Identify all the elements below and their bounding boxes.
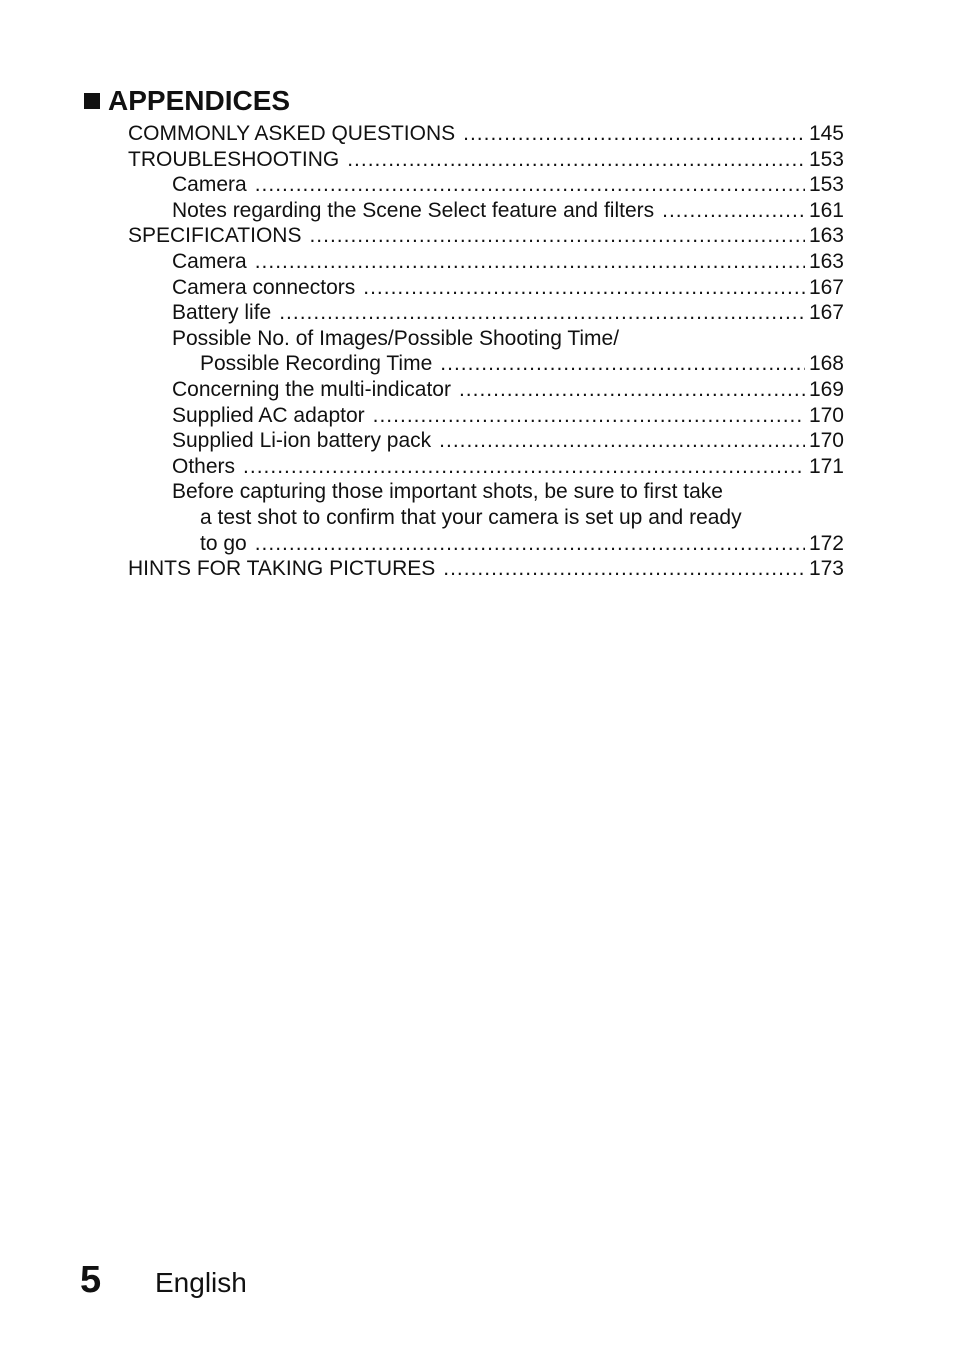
toc-entry-title: Possible Recording Time bbox=[200, 352, 433, 376]
page-number: 5 bbox=[80, 1259, 102, 1301]
toc-entry bbox=[128, 505, 844, 531]
toc-entry-title: Concerning the multi-indicator bbox=[172, 377, 451, 401]
toc-entry bbox=[128, 198, 844, 224]
toc-entry-title: SPECIFICATIONS bbox=[128, 224, 302, 248]
toc-entry-title: Notes regarding the Scene Select feature and filters bbox=[172, 198, 655, 222]
toc-page-number: 170 bbox=[808, 403, 844, 427]
toc-entry-title: COMMONLY ASKED QUESTIONS bbox=[128, 122, 456, 145]
toc-entry-title: Before capturing those important shots, be sure to first take bbox=[172, 480, 723, 504]
toc-entry bbox=[128, 172, 844, 198]
toc-entry-title: a test shot to confirm that your camera is set up and ready bbox=[200, 505, 742, 529]
toc-page-number: 170 bbox=[808, 429, 844, 453]
toc-dot-leader bbox=[373, 403, 805, 429]
toc-page-number: 168 bbox=[808, 352, 844, 376]
toc-page-number: 163 bbox=[808, 249, 844, 273]
toc-entry bbox=[128, 223, 844, 249]
toc-entry-title: Camera bbox=[172, 249, 247, 273]
toc-dot-leader bbox=[459, 377, 805, 403]
toc-dot-leader bbox=[279, 300, 805, 326]
toc-dot-leader bbox=[363, 275, 805, 301]
toc-entry bbox=[128, 351, 844, 377]
toc-entry bbox=[128, 531, 844, 557]
toc-entry bbox=[128, 147, 844, 173]
toc-entry bbox=[128, 454, 844, 480]
toc-entry-title: Camera bbox=[172, 173, 247, 197]
toc-entry bbox=[128, 479, 844, 505]
toc-dot-leader bbox=[255, 172, 805, 198]
toc-entry-title: Supplied Li-ion battery pack bbox=[172, 429, 432, 453]
toc-entry bbox=[128, 326, 844, 352]
toc-entry bbox=[128, 121, 844, 147]
toc-page-number: 153 bbox=[808, 173, 844, 197]
toc-page-number: 163 bbox=[808, 224, 844, 248]
toc-entry bbox=[128, 403, 844, 429]
toc-dot-leader bbox=[443, 556, 805, 582]
toc-page-number: 172 bbox=[808, 531, 844, 555]
toc-dot-leader bbox=[243, 454, 805, 480]
toc-page-number: 167 bbox=[808, 275, 844, 299]
toc-entry-title: to go bbox=[200, 531, 247, 555]
language-label: English bbox=[155, 1267, 247, 1298]
toc-dot-leader bbox=[255, 531, 805, 557]
square-bullet-icon bbox=[84, 93, 100, 109]
toc-page-number: 171 bbox=[808, 454, 844, 478]
toc-entry-title: Camera connectors bbox=[172, 275, 356, 299]
toc-page-number: 169 bbox=[808, 377, 844, 401]
toc-dot-leader bbox=[347, 147, 805, 173]
toc-entry-title: Others bbox=[172, 454, 236, 478]
toc-page-number: 173 bbox=[808, 557, 844, 581]
toc-dot-leader bbox=[662, 198, 805, 224]
toc-page-number: 167 bbox=[808, 301, 844, 325]
toc-entry-title: Battery life bbox=[172, 301, 272, 325]
toc-entry bbox=[128, 275, 844, 301]
toc-entry bbox=[128, 249, 844, 275]
section-heading bbox=[84, 84, 290, 118]
toc-entry bbox=[128, 556, 844, 582]
table-of-contents bbox=[128, 121, 844, 582]
toc-page-number: 145 bbox=[808, 122, 844, 145]
section-title: APPENDICES bbox=[108, 85, 291, 116]
toc-entry-title: Supplied AC adaptor bbox=[172, 403, 365, 427]
toc-dot-leader bbox=[309, 223, 804, 249]
toc-entry-title: Possible No. of Images/Possible Shooting Time/ bbox=[172, 326, 620, 350]
toc-entry bbox=[128, 428, 844, 454]
toc-page-number: 161 bbox=[808, 198, 844, 222]
toc-dot-leader bbox=[439, 428, 805, 454]
toc-entry-title: TROUBLESHOOTING bbox=[128, 147, 340, 171]
toc-dot-leader bbox=[255, 249, 805, 275]
toc-dot-leader bbox=[440, 351, 805, 377]
toc-entry bbox=[128, 377, 844, 403]
toc-entry-title: HINTS FOR TAKING PICTURES bbox=[128, 557, 436, 581]
toc-entry bbox=[128, 300, 844, 326]
toc-dot-leader bbox=[463, 121, 805, 147]
toc-page-number: 153 bbox=[808, 147, 844, 171]
